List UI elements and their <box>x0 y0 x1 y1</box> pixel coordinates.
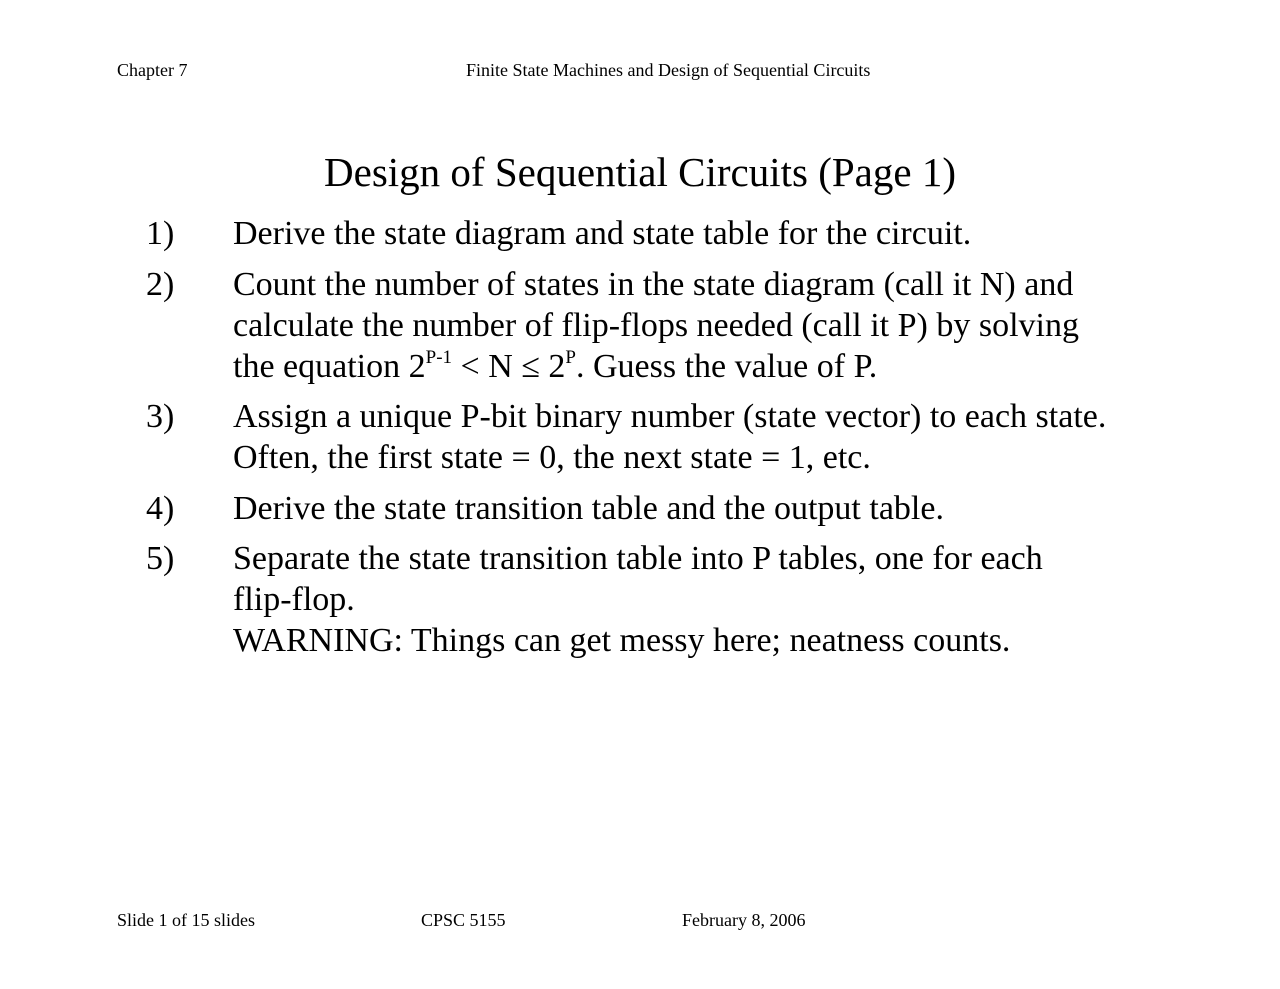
equation-prefix: the equation 2 <box>233 348 426 385</box>
slide-title: Design of Sequential Circuits (Page 1) <box>324 149 956 195</box>
step-1-line-1: Derive the state diagram and state table for the circuit. <box>233 215 972 252</box>
equation-suffix: . Guess the value of P. <box>576 348 878 385</box>
chapter-label: Chapter 7 <box>117 60 188 80</box>
course-title: Finite State Machines and Design of Sequential Circuits <box>466 60 871 80</box>
step-2-line-1: Count the number of states in the state diagram (call it N) and <box>233 266 1074 303</box>
step-2-line-2: calculate the number of flip-flops needed (call it P) by solving <box>233 307 1079 344</box>
step-3-line-2: Often, the first state = 0, the next state = 1, etc. <box>233 439 871 476</box>
slide-count: Slide 1 of 15 slides <box>117 910 255 930</box>
step-4-number: 4) <box>146 490 175 527</box>
slide-date: February 8, 2006 <box>682 910 806 930</box>
step-5-line-1: Separate the state transition table into P tables, one for each <box>233 540 1043 577</box>
step-1-number: 1) <box>146 215 175 252</box>
step-2-number: 2) <box>146 266 175 303</box>
step-3-line-1: Assign a unique P-bit binary number (state vector) to each state. <box>233 398 1107 435</box>
step-5-warning: WARNING: Things can get messy here; neatness counts. <box>233 622 1011 659</box>
step-3-number: 3) <box>146 398 175 435</box>
equation-middle: < N ≤ 2 <box>452 348 566 385</box>
step-2-equation-line <box>233 346 877 387</box>
step-5-number: 5) <box>146 540 175 577</box>
equation-exponent-p-minus-1: P-1 <box>425 347 453 368</box>
step-5-line-2: flip-flop. <box>233 581 355 618</box>
step-4-line-1: Derive the state transition table and the output table. <box>233 490 944 527</box>
course-code: CPSC 5155 <box>421 910 506 930</box>
equation-exponent-p: P <box>565 347 576 368</box>
